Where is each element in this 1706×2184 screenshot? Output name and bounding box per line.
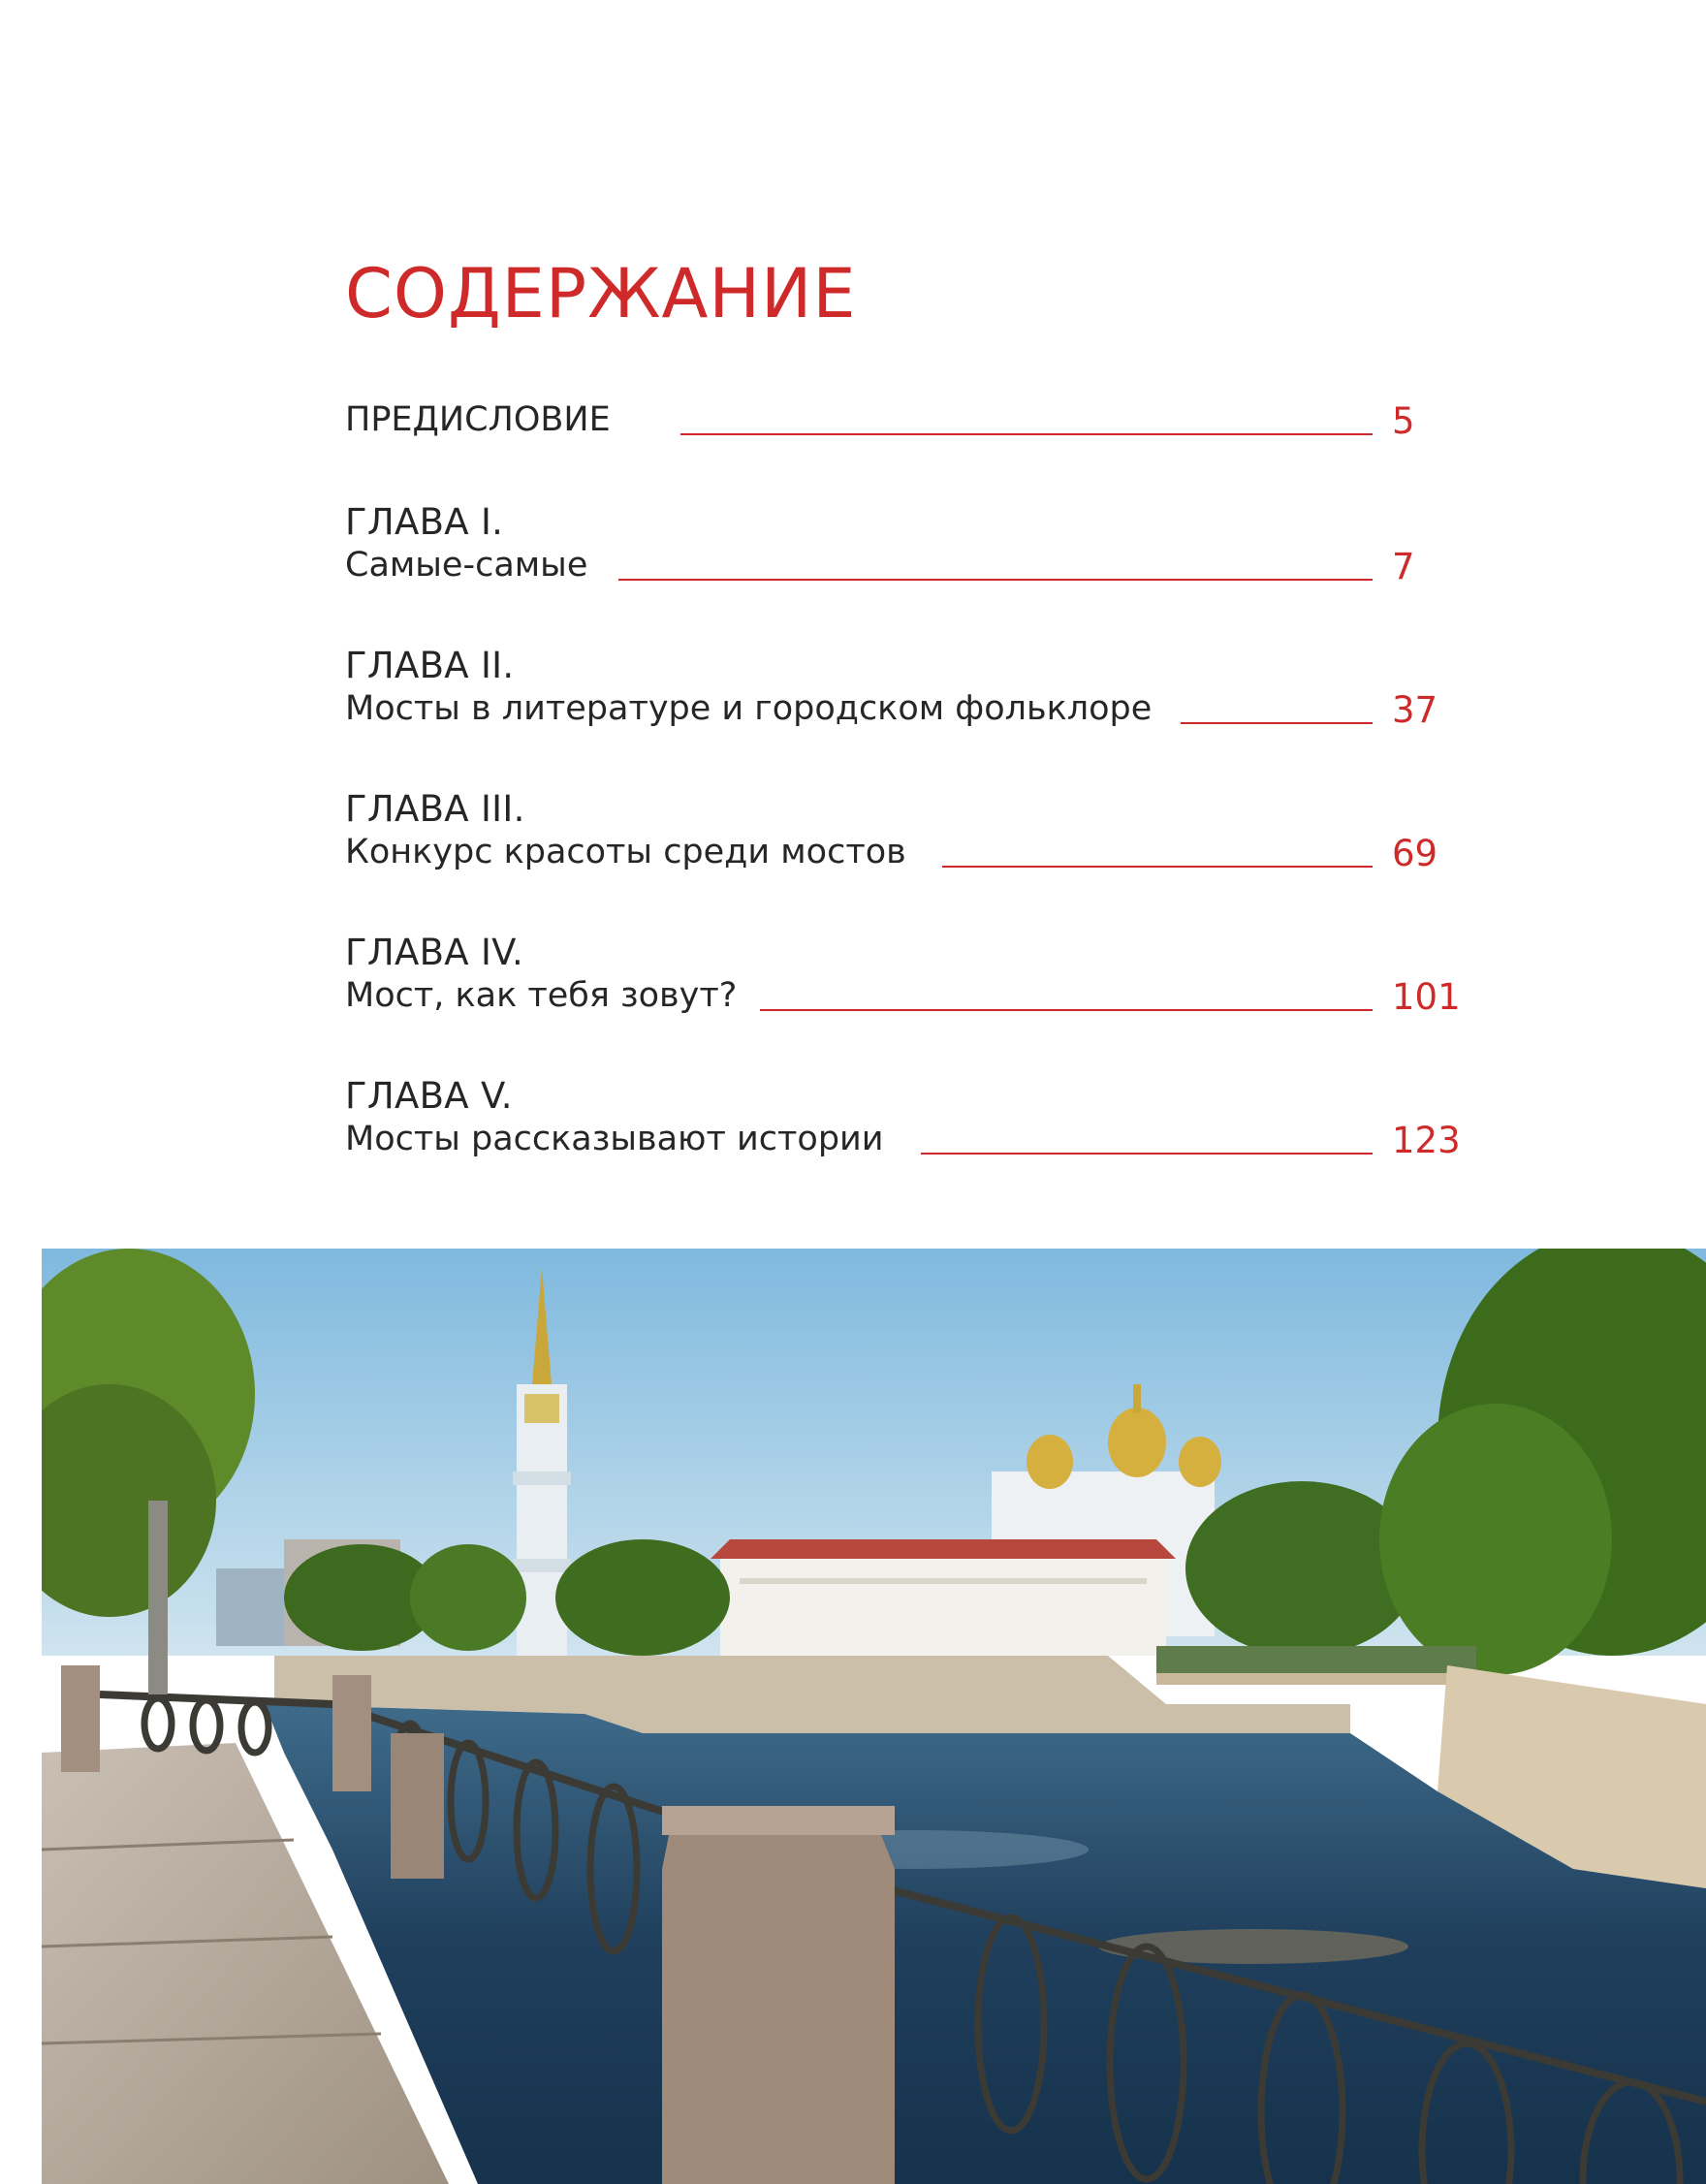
table-of-contents bbox=[345, 0, 1461, 1192]
distant-building bbox=[216, 1568, 284, 1646]
granite-post bbox=[662, 1820, 895, 2184]
toc-entry-chapter-1[interactable] bbox=[345, 546, 1450, 593]
toc-entry-chapter-3[interactable] bbox=[345, 833, 1450, 880]
toc-entry-chapter-2[interactable] bbox=[345, 689, 1450, 737]
tree bbox=[1379, 1404, 1612, 1675]
granite-post bbox=[332, 1675, 371, 1791]
toc-chapter-label: ГЛАВА III. bbox=[345, 788, 525, 830]
toc-leader-line bbox=[1181, 722, 1373, 724]
toc-leader-line bbox=[760, 1009, 1373, 1011]
toc-chapter-label: ГЛАВА V. bbox=[345, 1075, 513, 1117]
toc-page-number: 37 bbox=[1392, 689, 1438, 731]
tree bbox=[410, 1544, 526, 1651]
tree bbox=[555, 1539, 730, 1656]
sign-post bbox=[148, 1501, 168, 1694]
toc-leader-line bbox=[618, 579, 1373, 581]
bridge bbox=[1156, 1646, 1476, 1673]
toc-page-number: 123 bbox=[1392, 1120, 1461, 1161]
toc-page-number: 7 bbox=[1392, 546, 1415, 587]
toc-page-number: 5 bbox=[1392, 400, 1415, 442]
toc-entry-foreword[interactable] bbox=[345, 400, 1450, 448]
toc-chapter-label: ГЛАВА I. bbox=[345, 501, 504, 543]
toc-entry-name: Мосты в литературе и городском фольклоре bbox=[345, 689, 1153, 728]
photo-illustration bbox=[42, 1249, 1706, 2184]
page-title: СОДЕРЖАНИЕ bbox=[345, 254, 857, 333]
toc-leader-line bbox=[680, 433, 1373, 435]
toc-chapter-label: ГЛАВА II. bbox=[345, 645, 515, 686]
toc-entry-chapter-5[interactable] bbox=[345, 1120, 1461, 1167]
toc-entry-chapter-4[interactable] bbox=[345, 976, 1461, 1024]
palace bbox=[711, 1539, 1176, 1656]
canal-embankment-photo bbox=[42, 1249, 1706, 2184]
toc-entry-name: ПРЕДИСЛОВИЕ bbox=[345, 400, 611, 439]
toc-page-number: 69 bbox=[1392, 833, 1438, 874]
toc-entry-name: Мост, как тебя зовут? bbox=[345, 976, 738, 1015]
toc-entry-name: Конкурс красоты среди мостов bbox=[345, 833, 906, 871]
granite-post bbox=[391, 1733, 444, 1879]
toc-chapter-label: ГЛАВА IV. bbox=[345, 932, 524, 973]
granite-post bbox=[61, 1665, 100, 1772]
toc-leader-line bbox=[921, 1153, 1373, 1155]
toc-page-number: 101 bbox=[1392, 976, 1461, 1018]
toc-entry-name: Мосты рассказывают истории bbox=[345, 1120, 884, 1158]
toc-entry-name: Самые-самые bbox=[345, 546, 588, 585]
toc-leader-line bbox=[942, 866, 1373, 868]
